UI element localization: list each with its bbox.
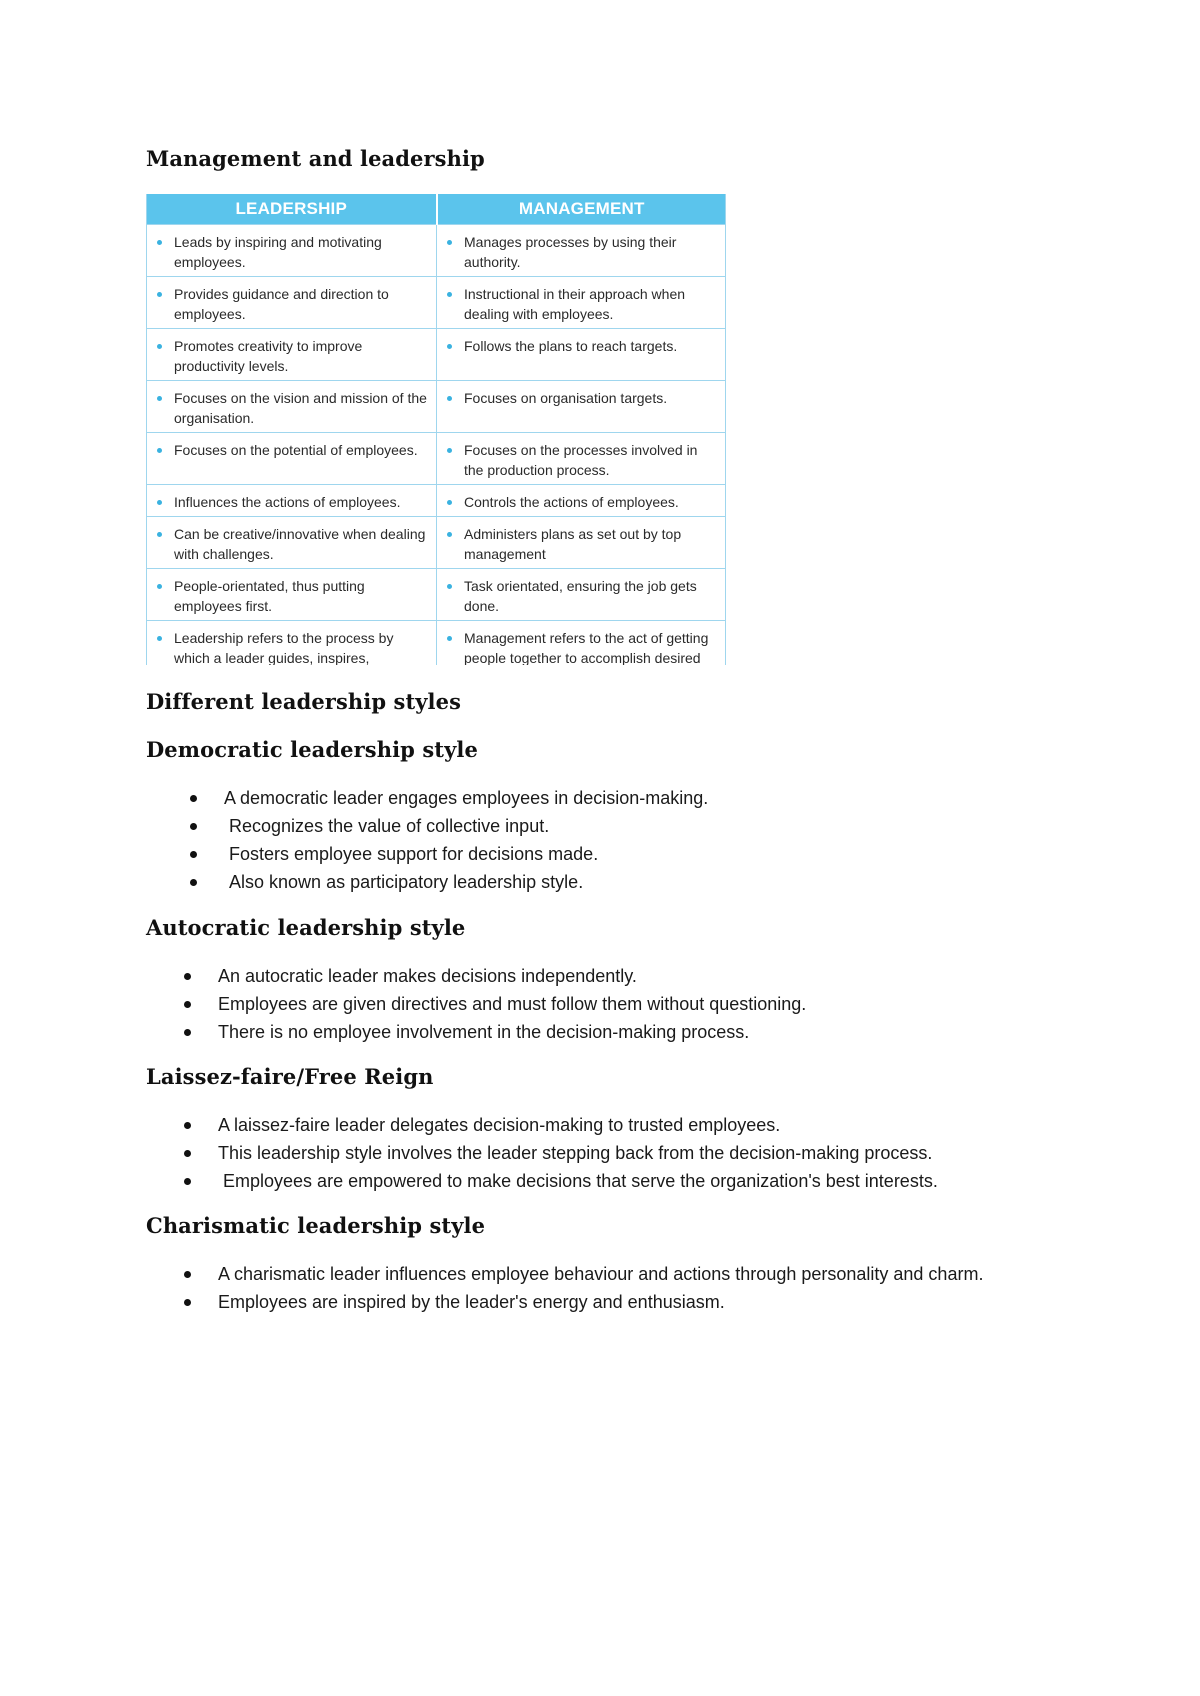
bullet-icon [447,500,452,505]
management-cell [437,517,727,569]
table-row [147,517,726,569]
list-item [224,812,1164,840]
list-item-text: Also known as participatory leadership style. [224,872,584,892]
leadership-cell [147,433,437,485]
table-row [147,569,726,621]
list-item [218,1288,1038,1316]
list-item [224,784,1164,812]
management-cell [437,485,727,517]
section-heading-charismatic: Charismatic leadership style [146,1213,486,1238]
list-item-text: A laissez-faire leader delegates decision-making to trusted employees. [218,1115,781,1135]
bullet-icon [447,396,452,401]
bullet-icon [447,292,452,297]
cell-text: Controls the actions of employees. [464,494,679,510]
bullet-icon [184,1150,191,1157]
list-item [224,868,1164,896]
table-header-row [147,194,726,225]
management-cell [437,621,727,666]
bullet-icon [190,851,197,858]
list-item-text: Employees are empowered to make decisions that serve the organization's best interests. [218,1171,938,1191]
cell-text: Management refers to the act of getting people together to accomplish desired [464,630,709,665]
leadership-management-comparison-table [146,194,726,665]
cell-text: Provides guidance and direction to employees. [174,286,389,322]
bullet-icon [184,1299,191,1306]
list-item [218,990,1158,1018]
leadership-cell [147,485,437,517]
cell-text: Leadership refers to the process by which a leader guides, inspires, [174,630,394,665]
bullet-icon [184,1001,191,1008]
cell-text: Manages processes by using their authority. [464,234,677,270]
charismatic-bullet-list [218,1260,1038,1316]
bullet-icon [447,240,452,245]
bullet-icon [447,636,452,641]
section-heading-management-leadership: Management and leadership [146,146,485,171]
section-heading-autocratic: Autocratic leadership style [146,915,466,940]
bullet-icon [157,500,162,505]
leadership-cell [147,225,437,277]
bullet-icon [184,1029,191,1036]
cell-text: Leads by inspiring and motivating employees. [174,234,382,270]
autocratic-bullet-list [218,962,1158,1046]
table-row [147,329,726,381]
list-item-text: An autocratic leader makes decisions independently. [218,966,637,986]
bullet-icon [157,396,162,401]
list-item [224,840,1164,868]
table-row [147,433,726,485]
bullet-icon [447,584,452,589]
democratic-bullet-list [224,784,1164,896]
bullet-icon [157,532,162,537]
bullet-icon [157,584,162,589]
cell-text: Focuses on the vision and mission of the organisation. [174,390,427,426]
bullet-icon [157,636,162,641]
cell-text: Can be creative/innovative when dealing with challenges. [174,526,426,562]
list-item [218,1018,1158,1046]
column-header-management: MANAGEMENT [437,194,727,225]
list-item-text: A democratic leader engages employees in decision-making. [224,788,709,808]
leadership-cell [147,381,437,433]
leadership-cell [147,277,437,329]
cell-text: Promotes creativity to improve productivity levels. [174,338,363,374]
section-heading-laissez-faire: Laissez-faire/Free Reign [146,1064,434,1089]
cell-text: Administers plans as set out by top management [464,526,682,562]
cell-text: Follows the plans to reach targets. [464,338,678,354]
leadership-cell [147,329,437,381]
cell-text: Focuses on the potential of employees. [174,442,418,458]
bullet-icon [190,823,197,830]
list-item-text: Fosters employee support for decisions made. [224,844,599,864]
list-item-text: A charismatic leader influences employee behaviour and actions through personality and charm. [218,1264,984,1284]
management-cell [437,569,727,621]
bullet-icon [184,1122,191,1129]
bullet-icon [184,1178,191,1185]
cell-text: People-orientated, thus putting employees first. [174,578,365,614]
bullet-icon [190,795,197,802]
laissez-faire-bullet-list [218,1111,1158,1195]
table-body [147,225,726,666]
table-row [147,225,726,277]
leadership-cell [147,517,437,569]
cell-text: Instructional in their approach when dealing with employees. [464,286,686,322]
bullet-icon [184,1271,191,1278]
list-item [218,1260,1038,1288]
bullet-icon [157,240,162,245]
bullet-icon [447,448,452,453]
cell-text: Focuses on organisation targets. [464,390,668,406]
list-item [218,962,1158,990]
bullet-icon [447,532,452,537]
list-item-text: Employees are given directives and must follow them without questioning. [218,994,807,1014]
bullet-icon [447,344,452,349]
list-item-text: Employees are inspired by the leader's energy and enthusiasm. [218,1292,725,1312]
management-cell [437,329,727,381]
list-item-text: Recognizes the value of collective input. [224,816,550,836]
bullet-icon [157,292,162,297]
table-row [147,277,726,329]
column-header-leadership: LEADERSHIP [147,194,437,225]
list-item-text: This leadership style involves the leader stepping back from the decision-making process. [218,1143,933,1163]
leadership-cell [147,621,437,666]
table-row [147,381,726,433]
leadership-cell [147,569,437,621]
cell-text: Task orientated, ensuring the job gets done. [464,578,697,614]
section-heading-democratic: Democratic leadership style [146,737,478,762]
bullet-icon [190,879,197,886]
bullet-icon [184,973,191,980]
cell-text: Influences the actions of employees. [174,494,401,510]
management-cell [437,381,727,433]
management-cell [437,277,727,329]
table-row [147,621,726,666]
bullet-icon [157,344,162,349]
list-item [218,1111,1158,1139]
management-cell [437,225,727,277]
table-row [147,485,726,517]
list-item [218,1139,1158,1167]
bullet-icon [157,448,162,453]
list-item [218,1167,1158,1195]
cell-text: Focuses on the processes involved in the production process. [464,442,698,478]
section-heading-different-styles: Different leadership styles [146,689,462,714]
list-item-text: There is no employee involvement in the decision-making process. [218,1022,750,1042]
management-cell [437,433,727,485]
